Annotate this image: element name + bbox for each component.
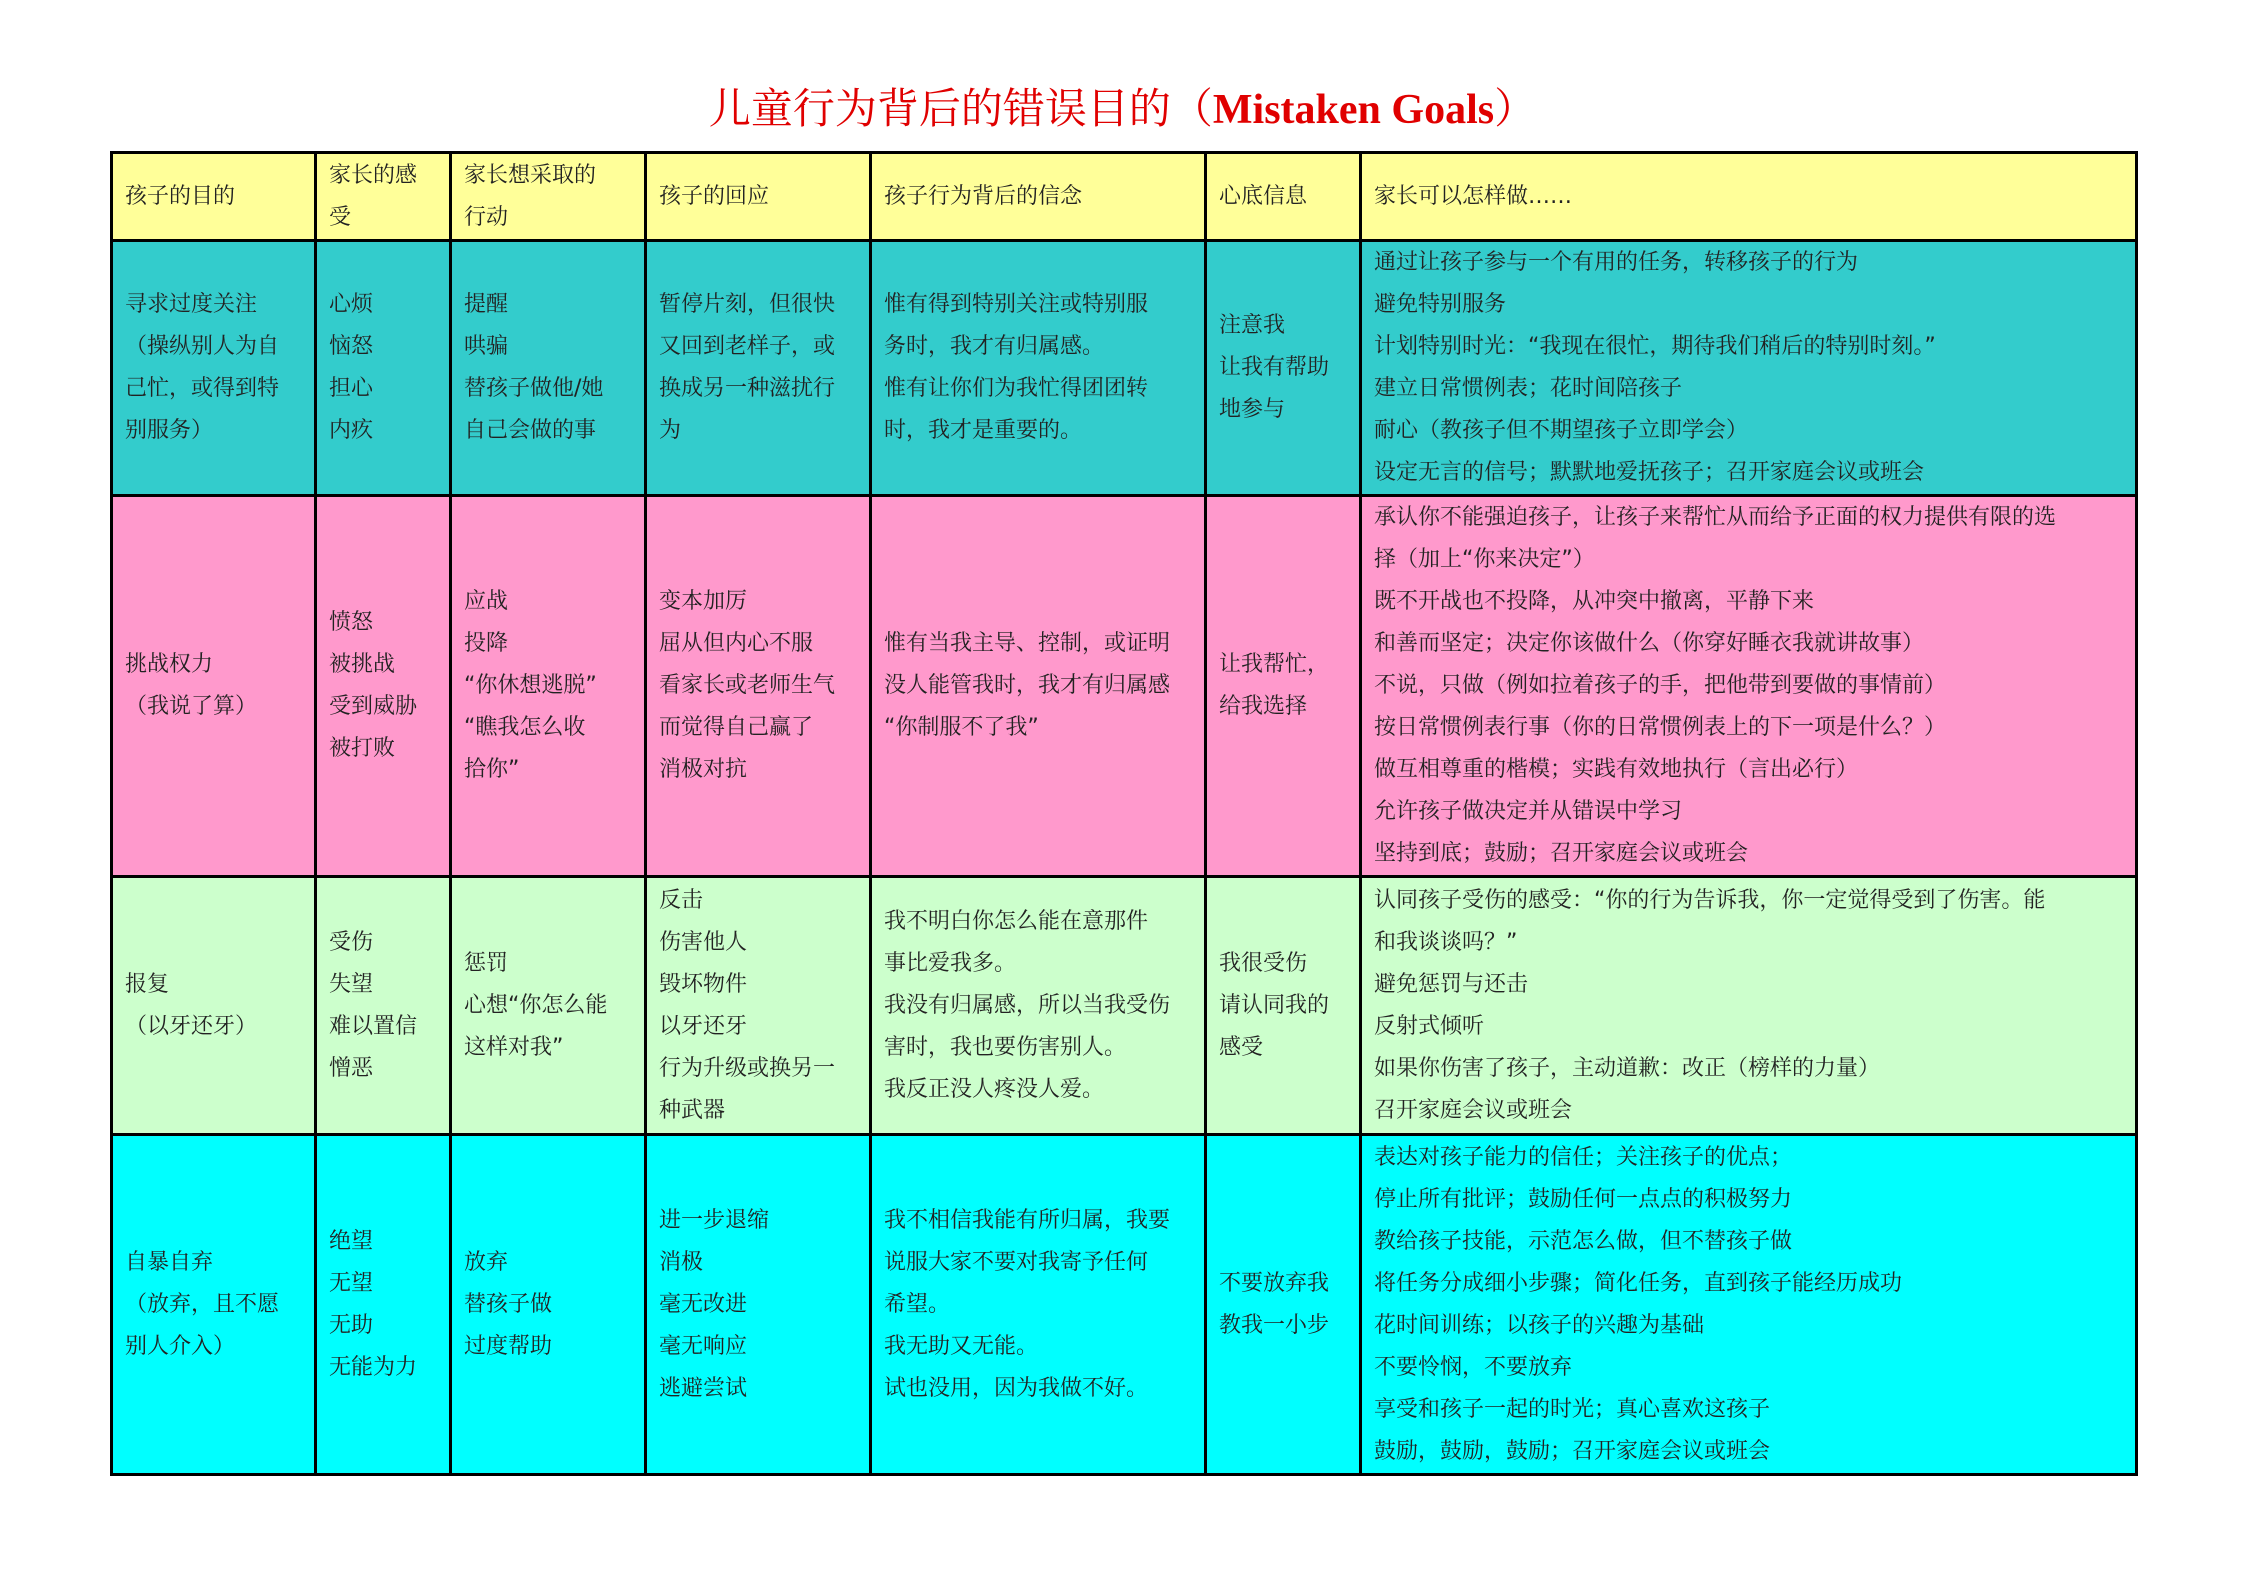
feeling-cell bbox=[316, 241, 451, 496]
cell-text-line: 以牙还牙 bbox=[659, 1013, 748, 1039]
cell-text-line: 不要放弃我 bbox=[1219, 1270, 1330, 1296]
header-text: 心底信息 bbox=[1219, 183, 1308, 209]
response-cell bbox=[646, 496, 871, 877]
goal-cell bbox=[112, 496, 316, 877]
cell-text-line: 过度帮助 bbox=[464, 1333, 553, 1359]
cell-text-line: 自己会做的事 bbox=[464, 418, 597, 443]
cell-text-line: 反射式倾听 bbox=[1374, 1013, 1485, 1039]
cell-text-line: 失望 bbox=[329, 971, 374, 997]
cell-text-line: 无助 bbox=[329, 1312, 374, 1338]
cell-text-line: 看家长或老师生气 bbox=[659, 673, 836, 698]
cell-text-line: “你制服不了我” bbox=[884, 715, 1039, 740]
cell-text-line: 毫无响应 bbox=[659, 1333, 748, 1359]
header-text: 受 bbox=[329, 204, 352, 230]
cell-text-line: 时，我才是重要的。 bbox=[884, 418, 1083, 443]
cell-text-line: 教我一小步 bbox=[1219, 1312, 1330, 1338]
cell-text-line: 报复 bbox=[125, 971, 170, 997]
cell-text-line: 换成另一种滋扰行 bbox=[659, 376, 836, 401]
action-cell bbox=[451, 241, 646, 496]
title-chinese: 儿童行为背后的错误目的（ bbox=[708, 84, 1213, 133]
row-undue-attention bbox=[112, 241, 2137, 496]
header-cell bbox=[316, 153, 451, 241]
cell-text-line: 寻求过度关注 bbox=[125, 292, 258, 317]
row-misguided-power bbox=[112, 496, 2137, 877]
cell-text-line: 绝望 bbox=[329, 1228, 374, 1254]
cell-text-line: 地参与 bbox=[1219, 397, 1286, 422]
cell-text-line: （操纵别人为自 bbox=[125, 334, 280, 359]
cell-text-line: 拾你” bbox=[464, 757, 520, 782]
cell-text-line: 避免特别服务 bbox=[1374, 292, 1507, 317]
cell-text-line: 给我选择 bbox=[1219, 694, 1308, 719]
cell-text-line: （我说了算） bbox=[125, 694, 258, 719]
cell-text-line: 请认同我的 bbox=[1219, 992, 1330, 1018]
cell-text-line: 行为升级或换另一 bbox=[659, 1055, 836, 1081]
cell-text-line: 难以置信 bbox=[329, 1013, 418, 1039]
action-cell bbox=[451, 1135, 646, 1475]
title-english: Mistaken Goals bbox=[1212, 87, 1495, 133]
cell-text-line: 我反正没人疼没人爱。 bbox=[884, 1076, 1105, 1102]
feeling-cell bbox=[316, 1135, 451, 1475]
cell-text-line: 种武器 bbox=[659, 1097, 726, 1123]
cell-text-line: 不要怜悯，不要放弃 bbox=[1374, 1354, 1573, 1380]
cell-text-line: 替孩子做他/她 bbox=[464, 376, 604, 401]
cell-text-line: 通过让孩子参与一个有用的任务，转移孩子的行为 bbox=[1374, 250, 1859, 275]
cell-text-line: 伤害他人 bbox=[659, 929, 748, 955]
message-cell bbox=[1206, 241, 1361, 496]
parent-advice-cell bbox=[1361, 496, 2137, 877]
cell-text-line: 事比爱我多。 bbox=[884, 950, 1017, 976]
feeling-cell bbox=[316, 496, 451, 877]
belief-cell bbox=[871, 496, 1206, 877]
cell-text-line: 计划特别时光：“我现在很忙，期待我们稍后的特别时刻。” bbox=[1374, 334, 1936, 359]
cell-text-line: 我不明白你怎么能在意那件 bbox=[884, 908, 1149, 934]
cell-text-line: 憎恶 bbox=[329, 1055, 374, 1081]
cell-text-line: 惟有得到特别关注或特别服 bbox=[884, 292, 1149, 317]
cell-text-line: 我无助又无能。 bbox=[884, 1333, 1039, 1359]
cell-text-line: 停止所有批评；鼓励任何一点点的积极努力 bbox=[1374, 1186, 1793, 1212]
cell-text-line: 召开家庭会议或班会 bbox=[1374, 1097, 1573, 1123]
cell-text-line: 担心 bbox=[329, 376, 374, 401]
cell-text-line: 感受 bbox=[1219, 1034, 1264, 1060]
response-cell bbox=[646, 1135, 871, 1475]
cell-text-line: 毁坏物件 bbox=[659, 971, 748, 997]
cell-text-line: 己忙，或得到特 bbox=[125, 376, 280, 401]
cell-text-line: 做互相尊重的楷模；实践有效地执行（言出必行） bbox=[1374, 757, 1859, 782]
header-text: 家长的感 bbox=[329, 162, 418, 188]
cell-text-line: 花时间训练；以孩子的兴趣为基础 bbox=[1374, 1312, 1705, 1338]
response-cell bbox=[646, 877, 871, 1135]
cell-text-line: 内疚 bbox=[329, 418, 374, 443]
cell-text-line: 为 bbox=[659, 418, 682, 443]
cell-text-line: “瞧我怎么收 bbox=[464, 715, 586, 740]
cell-text-line: 消极 bbox=[659, 1249, 704, 1275]
cell-text-line: 说服大家不要对我寄予任何 bbox=[884, 1249, 1149, 1275]
message-cell bbox=[1206, 1135, 1361, 1475]
cell-text-line: 希望。 bbox=[884, 1291, 951, 1317]
header-text: 家长可以怎样做…… bbox=[1374, 183, 1573, 209]
cell-text-line: 被挑战 bbox=[329, 652, 396, 677]
cell-text-line: 不说，只做（例如拉着孩子的手，把他带到要做的事情前） bbox=[1374, 673, 1947, 698]
cell-text-line: 别服务） bbox=[125, 418, 214, 443]
message-cell bbox=[1206, 496, 1361, 877]
cell-text-line: 教给孩子技能，示范怎么做，但不替孩子做 bbox=[1374, 1228, 1793, 1254]
cell-text-line: 我没有归属感，所以当我受伤 bbox=[884, 992, 1171, 1018]
cell-text-line: 享受和孩子一起的时光；真心喜欢这孩子 bbox=[1374, 1396, 1771, 1422]
belief-cell bbox=[871, 1135, 1206, 1475]
header-row bbox=[112, 153, 2137, 241]
cell-text-line: 害时，我也要伤害别人。 bbox=[884, 1034, 1127, 1060]
cell-text-line: 提醒 bbox=[464, 292, 509, 317]
belief-cell bbox=[871, 877, 1206, 1135]
cell-text-line: 放弃 bbox=[464, 1249, 509, 1275]
cell-text-line: 投降 bbox=[464, 631, 509, 656]
cell-text-line: 表达对孩子能力的信任；关注孩子的优点； bbox=[1374, 1144, 1793, 1170]
cell-text-line: 设定无言的信号；默默地爱抚孩子；召开家庭会议或班会 bbox=[1374, 460, 1925, 485]
cell-text-line: 毫无改进 bbox=[659, 1291, 748, 1317]
goal-cell bbox=[112, 877, 316, 1135]
parent-advice-cell bbox=[1361, 241, 2137, 496]
row-assumed-inadequacy bbox=[112, 1135, 2137, 1475]
cell-text-line: 心想“你怎么能 bbox=[464, 992, 608, 1018]
header-cell bbox=[1361, 153, 2137, 241]
cell-text-line: 反击 bbox=[659, 887, 704, 913]
cell-text-line: 屈从但内心不服 bbox=[659, 631, 814, 656]
feeling-cell bbox=[316, 877, 451, 1135]
header-cell bbox=[112, 153, 316, 241]
cell-text-line: 让我有帮助 bbox=[1219, 355, 1330, 380]
header-cell bbox=[451, 153, 646, 241]
cell-text-line: 试也没用，因为我做不好。 bbox=[884, 1375, 1149, 1401]
cell-text-line: （放弃，且不愿 bbox=[125, 1291, 280, 1317]
response-cell bbox=[646, 241, 871, 496]
cell-text-line: 耐心（教孩子但不期望孩子立即学会） bbox=[1374, 418, 1749, 443]
mistaken-goals-table bbox=[110, 151, 2138, 1476]
cell-text-line: 如果你伤害了孩子，主动道歉：改正（榜样的力量） bbox=[1374, 1055, 1881, 1081]
header-text: 孩子行为背后的信念 bbox=[884, 183, 1083, 209]
action-cell bbox=[451, 877, 646, 1135]
page-title bbox=[0, 76, 2245, 143]
cell-text-line: 愤怒 bbox=[329, 610, 374, 635]
cell-text-line: 建立日常惯例表；花时间陪孩子 bbox=[1374, 376, 1683, 401]
cell-text-line: 惟有让你们为我忙得团团转 bbox=[884, 376, 1149, 401]
header-text: 孩子的目的 bbox=[125, 183, 236, 209]
cell-text-line: 我不相信我能有所归属，我要 bbox=[884, 1207, 1171, 1233]
cell-text-line: 暂停片刻，但很快 bbox=[659, 292, 836, 317]
header-text: 家长想采取的 bbox=[464, 162, 597, 188]
parent-advice-cell bbox=[1361, 1135, 2137, 1475]
cell-text-line: 无能为力 bbox=[329, 1354, 418, 1380]
cell-text-line: 按日常惯例表行事（你的日常惯例表上的下一项是什么？） bbox=[1374, 715, 1947, 740]
cell-text-line: 应战 bbox=[464, 589, 509, 614]
message-cell bbox=[1206, 877, 1361, 1135]
cell-text-line: 而觉得自己赢了 bbox=[659, 715, 814, 740]
title-close-paren: ） bbox=[1494, 84, 1537, 133]
cell-text-line: 没人能管我时，我才有归属感 bbox=[884, 673, 1171, 698]
cell-text-line: 进一步退缩 bbox=[659, 1207, 770, 1233]
cell-text-line: 和善而坚定；决定你该做什么（你穿好睡衣我就讲故事） bbox=[1374, 631, 1925, 656]
cell-text-line: 无望 bbox=[329, 1270, 374, 1296]
cell-text-line: （以牙还牙） bbox=[125, 1013, 258, 1039]
cell-text-line: 消极对抗 bbox=[659, 757, 748, 782]
cell-text-line: 允许孩子做决定并从错误中学习 bbox=[1374, 799, 1683, 824]
cell-text-line: 哄骗 bbox=[464, 334, 509, 359]
goal-cell bbox=[112, 1135, 316, 1475]
cell-text-line: 替孩子做 bbox=[464, 1291, 553, 1317]
cell-text-line: 惟有当我主导、控制，或证明 bbox=[884, 631, 1171, 656]
header-text: 行动 bbox=[464, 204, 509, 230]
cell-text-line: 承认你不能强迫孩子，让孩子来帮忙从而给予正面的权力提供有限的选 bbox=[1374, 505, 2057, 530]
table-body bbox=[112, 153, 2137, 1475]
cell-text-line: 心烦 bbox=[329, 292, 374, 317]
cell-text-line: 变本加厉 bbox=[659, 589, 748, 614]
cell-text-line: 挑战权力 bbox=[125, 652, 214, 677]
cell-text-line: 务时，我才有归属感。 bbox=[884, 334, 1105, 359]
row-revenge bbox=[112, 877, 2137, 1135]
action-cell bbox=[451, 496, 646, 877]
cell-text-line: 自暴自弃 bbox=[125, 1249, 214, 1275]
parent-advice-cell bbox=[1361, 877, 2137, 1135]
header-cell bbox=[646, 153, 871, 241]
goal-cell bbox=[112, 241, 316, 496]
cell-text-line: 择（加上“你来决定”） bbox=[1374, 547, 1595, 572]
header-cell bbox=[1206, 153, 1361, 241]
header-cell bbox=[871, 153, 1206, 241]
cell-text-line: 和我谈谈吗？” bbox=[1374, 929, 1518, 955]
cell-text-line: 受伤 bbox=[329, 929, 374, 955]
cell-text-line: 别人介入） bbox=[125, 1333, 236, 1359]
cell-text-line: 这样对我” bbox=[464, 1034, 564, 1060]
cell-text-line: 又回到老样子，或 bbox=[659, 334, 836, 359]
cell-text-line: 既不开战也不投降，从冲突中撤离，平静下来 bbox=[1374, 589, 1815, 614]
header-text: 孩子的回应 bbox=[659, 183, 770, 209]
cell-text-line: “你休想逃脱” bbox=[464, 673, 597, 698]
cell-text-line: 坚持到底；鼓励；召开家庭会议或班会 bbox=[1374, 841, 1749, 866]
cell-text-line: 将任务分成细小步骤；简化任务，直到孩子能经历成功 bbox=[1374, 1270, 1903, 1296]
cell-text-line: 我很受伤 bbox=[1219, 950, 1308, 976]
cell-text-line: 惩罚 bbox=[464, 950, 509, 976]
cell-text-line: 鼓励，鼓励，鼓励；召开家庭会议或班会 bbox=[1374, 1438, 1771, 1464]
cell-text-line: 认同孩子受伤的感受：“你的行为告诉我，你一定觉得受到了伤害。能 bbox=[1374, 887, 2046, 913]
belief-cell bbox=[871, 241, 1206, 496]
cell-text-line: 避免惩罚与还击 bbox=[1374, 971, 1529, 997]
cell-text-line: 逃避尝试 bbox=[659, 1375, 748, 1401]
cell-text-line: 受到威胁 bbox=[329, 694, 418, 719]
cell-text-line: 恼怒 bbox=[329, 334, 374, 359]
cell-text-line: 被打败 bbox=[329, 736, 396, 761]
cell-text-line: 注意我 bbox=[1219, 313, 1286, 338]
cell-text-line: 让我帮忙， bbox=[1219, 652, 1330, 677]
